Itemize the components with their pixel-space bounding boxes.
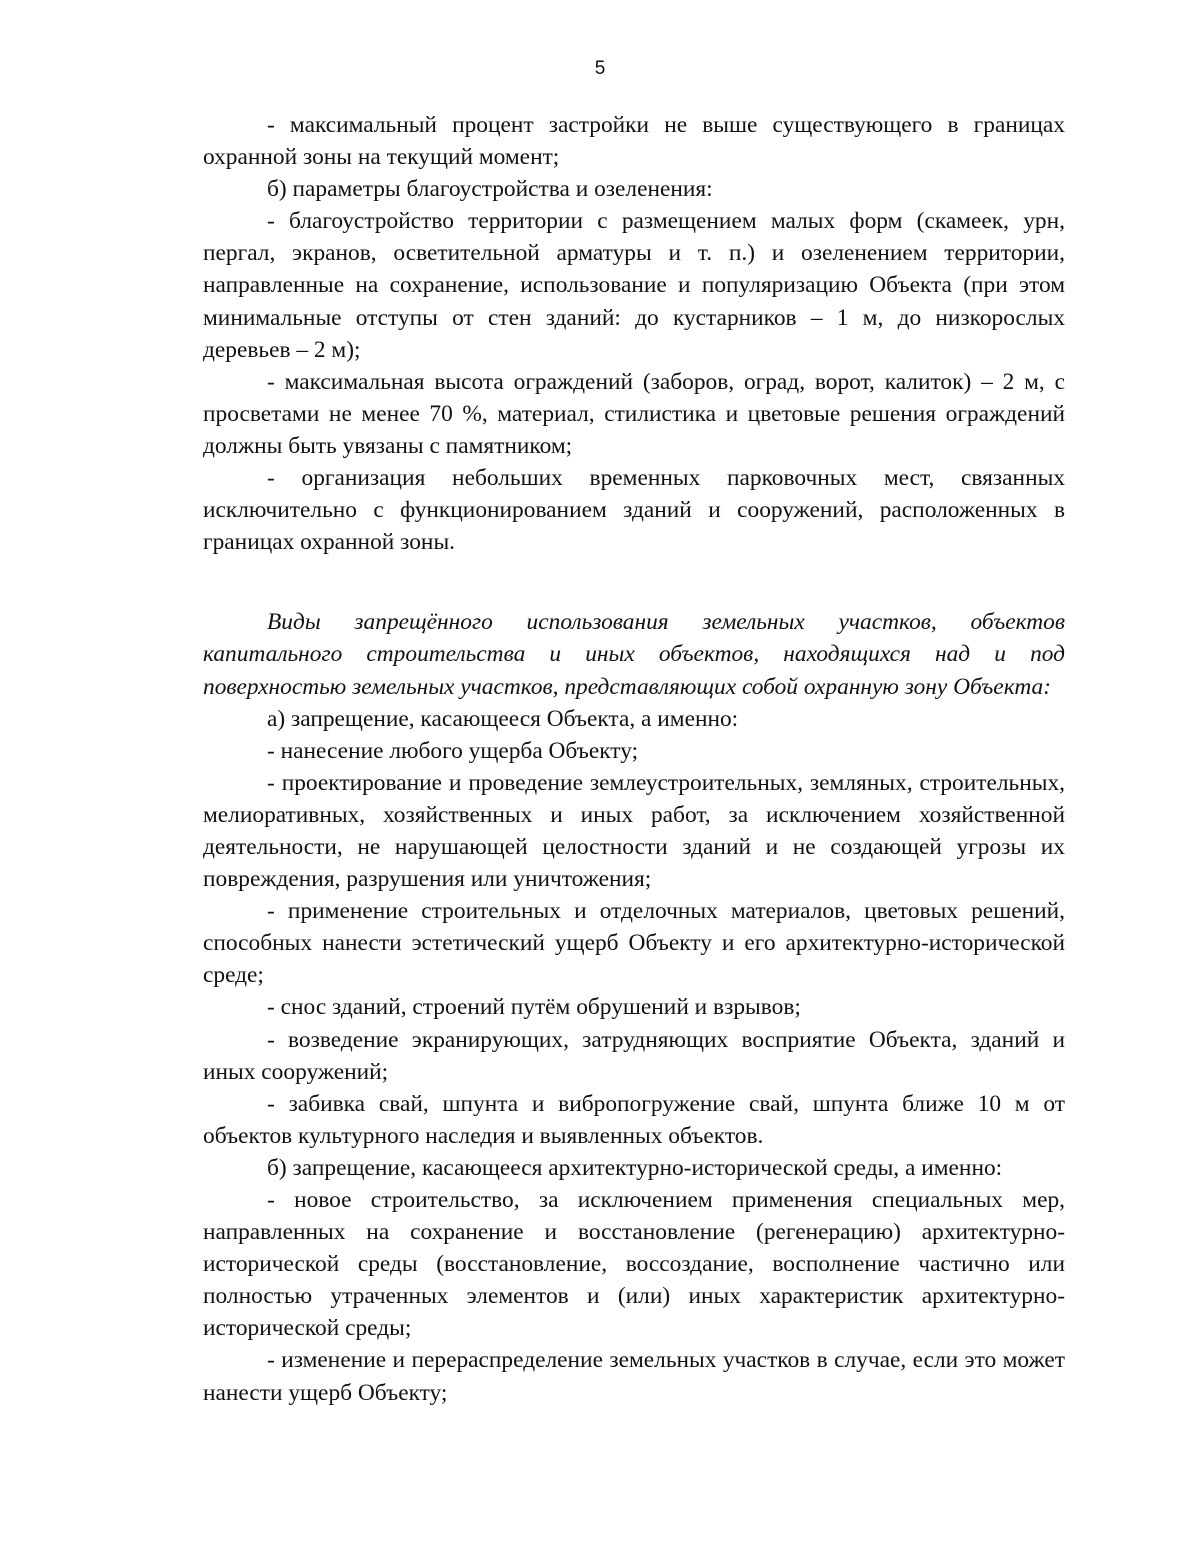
paragraph-land-redistribution: - изменение и перераспределение земельных участков в случае, если это может нанести ущерб Объекту; xyxy=(203,1347,1065,1406)
paragraph-landscaping-small-forms: - благоустройство территории с размещением малых форм (скамеек, урн, пергал, экранов, осветительной арматуры и т. п.) и озеленением территории, направленные на сохранение, использование и популяризацию Объекта (при этом минимальные отступы от стен зданий: до кустарников – 1 м, до низкорослых деревьев – 2 м); xyxy=(203,208,1065,363)
paragraph-parking: - организация небольших временных парковочных мест, связанных исключительно с функционированием зданий и сооружений, расположенных в границах охранной зоны. xyxy=(203,465,1065,556)
paragraph-screening-buildings: - возведение экранирующих, затрудняющих восприятие Объекта, зданий и иных сооружений; xyxy=(203,1026,1065,1085)
paragraph-max-building-percent: - максимальный процент застройки не выше существующего в границах охранной зоны на текущий момент; xyxy=(203,112,1065,171)
paragraph-landscaping-params: б) параметры благоустройства и озеленения: xyxy=(267,176,713,203)
section-heading-prohibited-use: Виды запрещённого использования земельных участков, объектов капитального строительства и иных объектов, находящихся над и под поверхностью земельных участков, представляющих собой охранную зону Объекта: xyxy=(203,609,1065,700)
paragraph-pile-driving: - забивка свай, шпунта и вибропогружение свай, шпунта ближе 10 м от объектов культурного наследия и выявленных объектов. xyxy=(203,1090,1065,1149)
document-body xyxy=(203,109,1065,1409)
paragraph-demolition: - снос зданий, строений путём обрушений и взрывов; xyxy=(267,994,801,1021)
paragraph-prohibition-environment: б) запрещение, касающееся архитектурно-исторической среды, а именно: xyxy=(267,1154,1003,1181)
paragraph-design-works: - проектирование и проведение землеустроительных, земляных, строительных, мелиоративных, хозяйственных и иных работ, за исключением хозяйственной деятельности, не нарушающей целостности зданий и не создающей угрозы их повреждения, разрушения или уничтожения; xyxy=(203,769,1065,893)
page-number: 5 xyxy=(594,58,606,79)
paragraph-no-damage: - нанесение любого ущерба Объекту; xyxy=(267,737,639,764)
paragraph-new-construction: - новое строительство, за исключением применения специальных мер, направленных на сохранение и восстановление (регенерацию) архитектурно-исторической среды (восстановление, воссоздание, восполнение частично или полностью утраченных элементов и (или) иных характеристик архитектурно-исторической среды; xyxy=(203,1187,1065,1342)
paragraph-prohibition-object: а) запрещение, касающееся Объекта, а именно: xyxy=(267,705,739,732)
section-spacer xyxy=(203,558,1065,606)
paragraph-materials: - применение строительных и отделочных материалов, цветовых решений, способных нанести эстетический ущерб Объекту и его архитектурно-исторической среде; xyxy=(203,898,1065,989)
paragraph-fence-height: - максимальная высота ограждений (заборов, оград, ворот, калиток) – 2 м, с просветами не менее 70 %, материал, стилистика и цветовые решения ограждений должны быть увязаны с памятником; xyxy=(203,368,1065,459)
